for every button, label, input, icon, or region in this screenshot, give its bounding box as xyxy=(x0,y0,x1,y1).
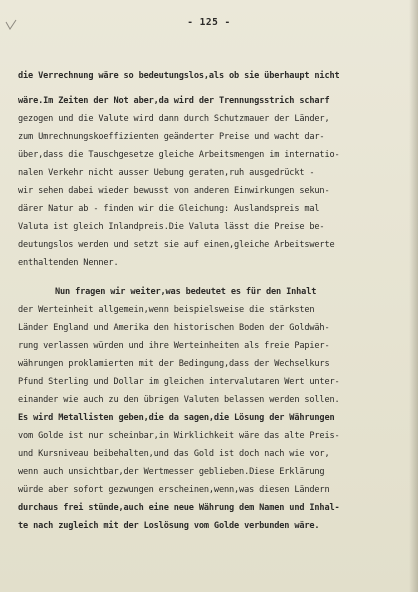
text-line: durchaus frei stünde,auch eine neue Währung dem Namen und Inhal- xyxy=(18,503,340,513)
text-line: würde aber sofort gezwungen erscheinen,wenn,was diesen Ländern xyxy=(18,485,330,495)
text-line: über,dass die Tauschgesetze gleiche Arbeitsmengen im internatio- xyxy=(18,150,340,160)
text-line: der Werteinheit allgemein,wenn beispielsweise die stärksten xyxy=(18,305,315,315)
text-line: Nun fragen wir weiter,was bedeutet es für den Inhalt xyxy=(55,287,317,297)
text-line: Pfund Sterling und Dollar im gleichen intervalutaren Wert unter- xyxy=(18,377,340,387)
text-line: deutungslos werden und setzt sie auf einen,gleiche Arbeitswerte xyxy=(18,240,335,250)
text-line: Länder England und Amerika den historischen Boden der Goldwäh- xyxy=(18,323,330,333)
text-line: vom Golde ist nur scheinbar,in Wirklichkeit wäre das alte Preis- xyxy=(18,431,340,441)
text-line: zum Umrechnungskoeffizienten geänderter Preise und wacht dar- xyxy=(18,132,325,142)
text-line: Es wird Metallisten geben,die da sagen,die Lösung der Währungen xyxy=(18,413,335,423)
text-line: därer Natur ab - finden wir die Gleichung: Auslandspreis mal xyxy=(18,204,320,214)
text-line: währungen proklamierten mit der Bedingung,dass der Wechselkurs xyxy=(18,359,330,369)
text-line: te nach zugleich mit der Loslösung vom Golde verbunden wäre. xyxy=(18,521,320,531)
text-line: wir sehen dabei wieder bewusst von anderen Einwirkungen sekun- xyxy=(18,186,330,196)
text-line: enthaltenden Nenner. xyxy=(18,258,119,268)
page-number: - 125 - xyxy=(187,17,231,28)
text-line: die Verrechnung wäre so bedeutungslos,als ob sie überhaupt nicht xyxy=(18,71,340,81)
text-line: nalen Verkehr nicht ausser Uebung geraten,ruh ausgedrückt - xyxy=(18,168,315,178)
text-line: Valuta ist gleich Inlandpreis.Die Valuta lässt die Preise be- xyxy=(18,222,325,232)
text-line: und Kursniveau beibehalten,und das Gold ist doch nach wie vor, xyxy=(18,449,330,459)
text-line: wäre.Im Zeiten der Not aber,da wird der Trennungsstrich scharf xyxy=(18,96,330,106)
text-line: rung verlassen würden und ihre Werteinheiten als freie Papier- xyxy=(18,341,330,351)
text-line: wenn auch unsichtbar,der Wertmesser geblieben.Diese Erklärung xyxy=(18,467,325,477)
page-edge-shadow xyxy=(409,0,418,592)
text-line: gezogen und die Valute wird dann durch Schutzmauer der Länder, xyxy=(18,114,330,124)
text-line: einander wie auch zu den übrigen Valuten belassen werden sollen. xyxy=(18,395,340,405)
